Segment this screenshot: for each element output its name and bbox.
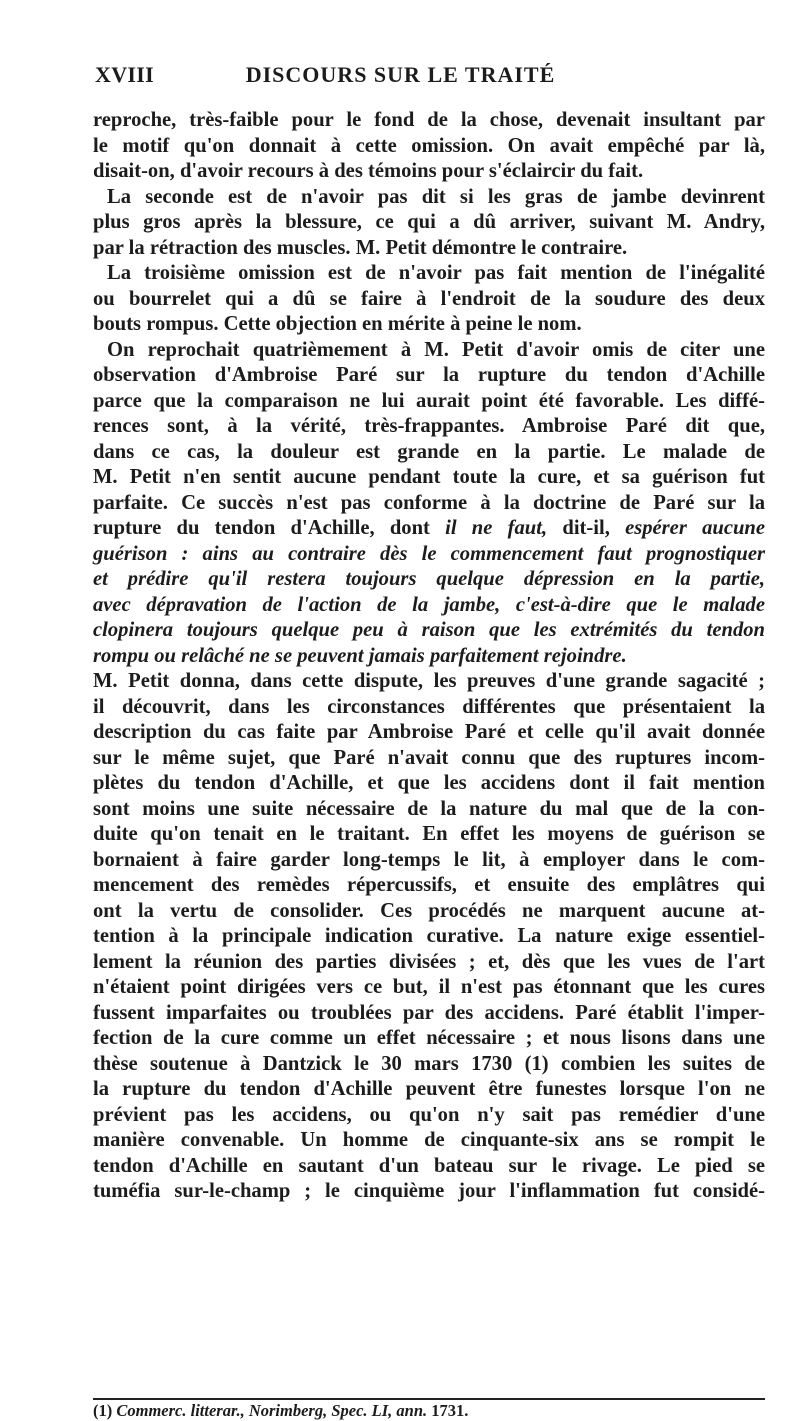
quote-segment: espérer aucune <box>625 517 766 539</box>
text-line: n'étaient point dirigées vers ce but, il n'est pas étonnant que les cures <box>93 976 765 998</box>
quote-segment: c'est-à-dire que le malade <box>515 593 765 616</box>
quote-segment: et prédire qu'il restera toujours quelque dépression en la partie, <box>93 568 765 590</box>
text-line <box>93 542 765 568</box>
text-line: par la rétraction des muscles. M. Petit démontre le contraire. <box>93 236 628 259</box>
text-line: bornaient à faire garder long-temps le lit, à employer dans le com- <box>93 848 765 871</box>
text-line: le motif qu'on donnait à cette omission. On avait empêché par là, <box>93 134 765 157</box>
text-line: lement la réunion des parties divisées ; et, dès que les vues de l'art <box>93 950 765 973</box>
text-line: observation d'Ambroise Paré sur la rupture du tendon d'Achille <box>93 364 765 386</box>
body-text <box>93 108 765 1205</box>
footnote-mark: (1) <box>93 1401 113 1420</box>
text-line <box>93 516 765 542</box>
text-line: disait-on, d'avoir recours à des témoins pour s'éclaircir du fait. <box>93 160 644 182</box>
text-line: M. Petit donna, dans cette dispute, les preuves d'une grande sagacité ; <box>93 670 765 692</box>
quote-segment: il ne faut, <box>445 517 548 539</box>
text-line: bouts rompus. Cette objection en mérite à peine le nom. <box>93 313 582 335</box>
text-line: ou bourrelet qui a dû se faire à l'endroit de la soudure des deux <box>93 287 765 310</box>
text-line: La seconde est de n'avoir pas dit si les gras de jambe devinrent <box>107 185 765 208</box>
text-line: tention à la principale indication curative. La nature exige essentiel- <box>93 925 765 947</box>
text-line: La troisième omission est de n'avoir pas fait mention de l'inégalité <box>107 262 765 284</box>
running-title: DISCOURS SUR LE TRAITÉ <box>245 62 556 87</box>
text-line: duite qu'on tenait en le traitant. En effet les moyens de guérison se <box>93 823 765 845</box>
text-segment: rupture du tendon d'Achille, dont <box>93 517 430 539</box>
text-line: parfaite. Ce succès n'est pas conforme à la doctrine de Paré sur la <box>93 491 765 514</box>
page-number: XVIII <box>95 62 154 87</box>
quote-segment: rompu ou relâché ne se peuvent jamais parfaitement rejoindre. <box>93 644 627 667</box>
footnote-year: 1731. <box>431 1401 469 1420</box>
quote-segment: clopinera toujours quelque peu à raison que les extrémités du tendon <box>93 619 765 641</box>
page-header <box>0 62 801 96</box>
text-line: rences sont, à la vérité, très-frappantes. Ambroise Paré dit que, <box>93 415 765 437</box>
text-line: tuméfia sur-le-champ ; le cinquième jour l'inflammation fut considé- <box>93 1180 765 1202</box>
text-line: ont la vertu de consolider. Ces procédés ne marquent aucune at- <box>93 899 765 922</box>
text-line: sont moins une suite nécessaire de la nature du mal que de la con- <box>93 797 765 820</box>
footnote-source: Commerc. litterar., Norimberg, Spec. LI, ann. <box>116 1401 428 1420</box>
text-line <box>93 593 765 619</box>
text-line: il découvrit, dans les circonstances différentes que présentaient la <box>93 695 765 718</box>
text-line: fection de la cure comme un effet nécessaire ; et nous lisons dans une <box>93 1027 765 1049</box>
text-line: sur le même sujet, que Paré n'avait connu que des ruptures incom- <box>93 746 765 769</box>
text-line: prévient pas les accidens, ou qu'on n'y sait pas remédier d'une <box>93 1103 765 1126</box>
text-line: M. Petit n'en sentit aucune pendant toute la cure, et sa guérison fut <box>93 466 765 488</box>
text-line: description du cas faite par Ambroise Paré et celle qu'il avait donnée <box>93 721 765 743</box>
footnote <box>93 1401 765 1421</box>
text-line: mencement des remèdes répercussifs, et ensuite des emplâtres qui <box>93 874 765 896</box>
text-segment: dit-il, <box>562 517 610 539</box>
text-line <box>93 618 765 644</box>
text-line <box>93 567 765 593</box>
quote-segment: avec dépravation de l'action de la jambe, <box>93 593 501 616</box>
text-line <box>93 644 765 670</box>
text-line: fussent imparfaites ou troublées par des accidens. Paré établit l'imper- <box>93 1001 765 1024</box>
text-line: tendon d'Achille en sautant d'un bateau sur le rivage. Le pied se <box>93 1154 765 1177</box>
text-line: plus gros après la blessure, ce qui a dû arriver, suivant M. Andry, <box>93 211 765 233</box>
text-line: reproche, très-faible pour le fond de la chose, devenait insultant par <box>93 109 765 131</box>
quote-segment: guérison : ains au contraire dès le commencement faut prognostiquer <box>93 542 765 565</box>
footnote-divider <box>93 1398 765 1400</box>
text-line: dans ce cas, la douleur est grande en la partie. Le malade de <box>93 440 765 463</box>
text-line: plètes du tendon d'Achille, et que les accidens dont il fait mention <box>93 772 765 794</box>
text-line: On reprochait quatrièmement à M. Petit d'avoir omis de citer une <box>107 338 765 361</box>
text-line: la rupture du tendon d'Achille peuvent être funestes lorsque l'on ne <box>93 1078 765 1100</box>
text-line: manière convenable. Un homme de cinquante-six ans se rompit le <box>93 1129 765 1151</box>
text-line: thèse soutenue à Dantzick le 30 mars 1730 (1) combien les suites de <box>93 1052 765 1075</box>
text-line: parce que la comparaison ne lui aurait point été favorable. Les diffé- <box>93 389 765 412</box>
